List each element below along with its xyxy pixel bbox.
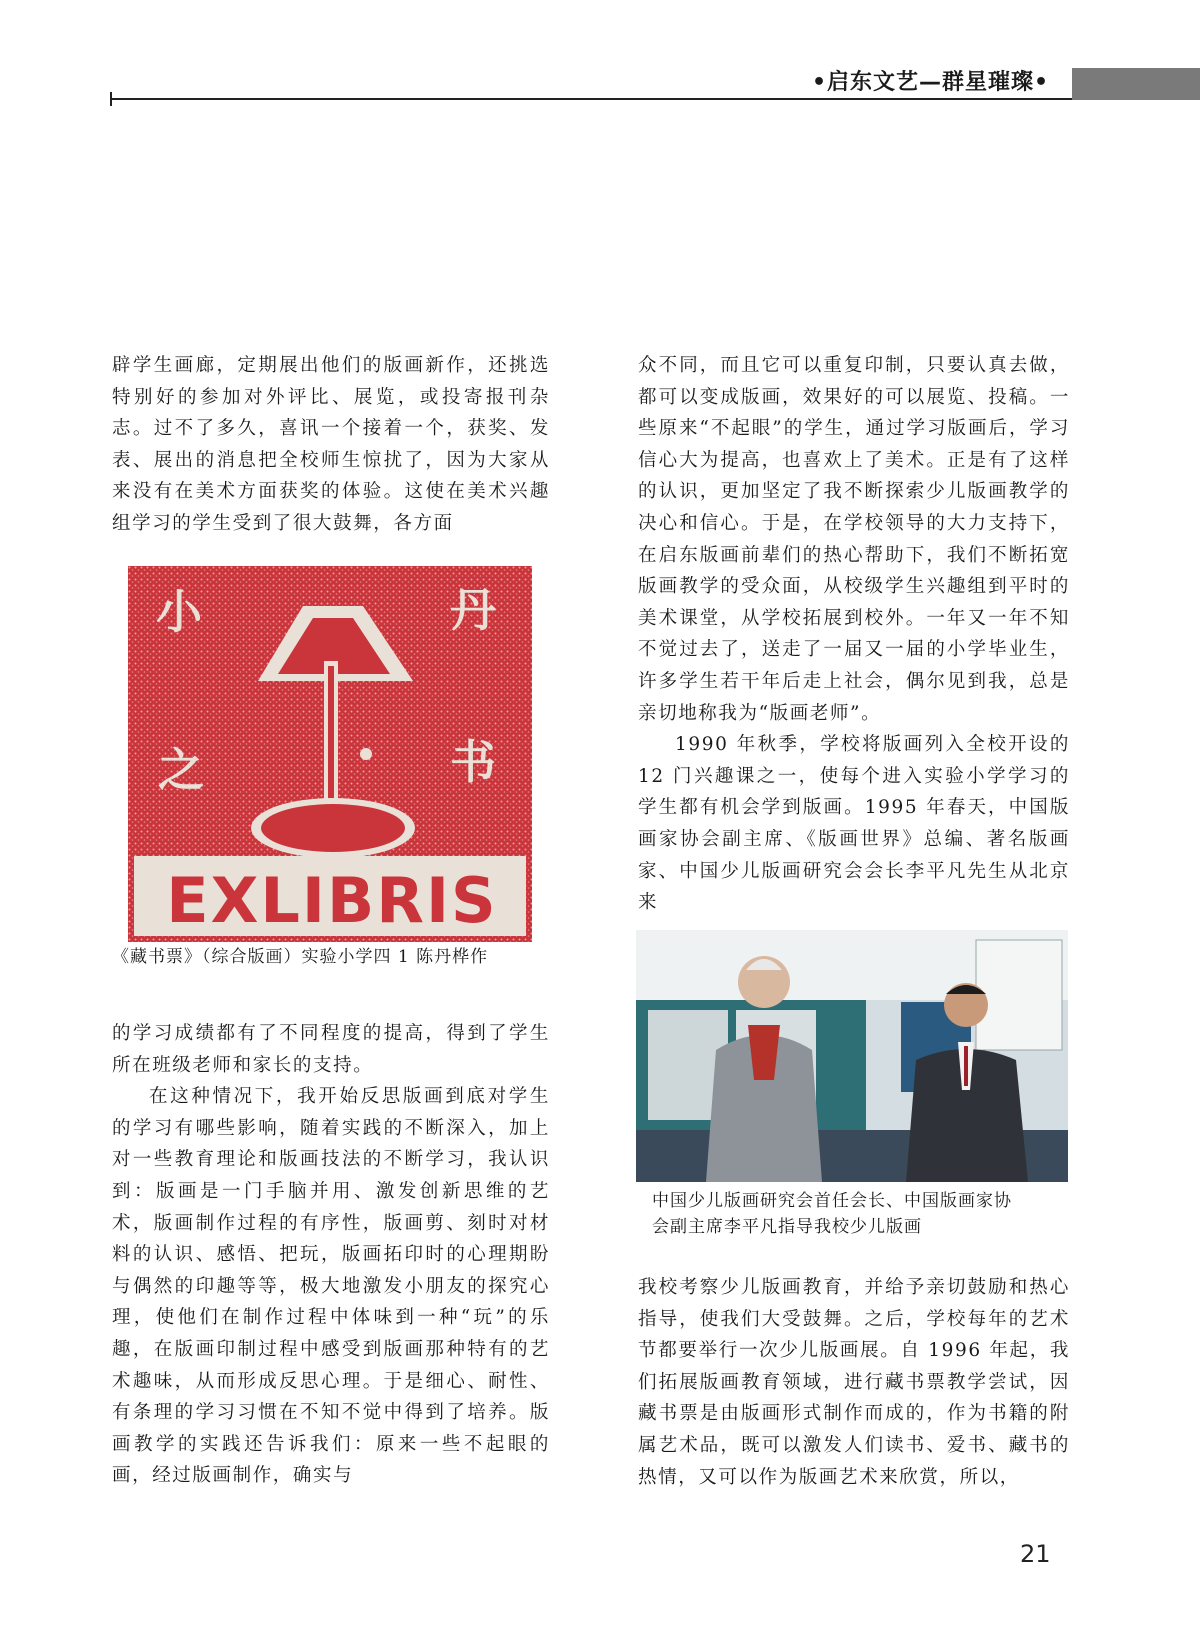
bookplate-char-2: 丹 bbox=[450, 583, 496, 637]
header-gray-bar bbox=[1072, 68, 1200, 100]
right-column-top bbox=[638, 350, 1070, 919]
figure1-caption: 《藏书票》（综合版画）实验小学四 1 陈丹桦作 bbox=[112, 947, 489, 967]
left-column-bottom bbox=[112, 1018, 550, 1492]
bookplate-print-image bbox=[128, 566, 532, 942]
figure2-caption bbox=[652, 1188, 1072, 1240]
paragraph: 1990 年秋季，学校将版画列入全校开设的 12 门兴趣课之一，使每个进入实验小学学习的学生都有机会学到版画。1995 年春天，中国版画家协会副主席、《版画世界》总编、著名版画家、中国少儿版画研究会会长李平凡先生从北京来 bbox=[638, 734, 1070, 914]
bookplate-char-4: 书 bbox=[450, 735, 496, 789]
figure2-caption-line: 中国少儿版画研究会首任会长、中国版画家协 bbox=[652, 1191, 1012, 1211]
right-column-bottom bbox=[638, 1272, 1070, 1493]
paragraph: 辟学生画廊，定期展出他们的版画新作，还挑选特别好的参加对外评比、展览，或投寄报刊杂志。过不了多久，喜讯一个接着一个，获奖、发表、展出的消息把全校师生惊扰了，因为大家从来没有在美术方面获奖的体验。这使在美术兴趣组学习的学生受到了很大鼓舞，各方面 bbox=[112, 355, 550, 534]
paragraph: 我校考察少儿版画教育，并给予亲切鼓励和热心指导，使我们大受鼓舞。之后，学校每年的艺术节都要举行一次少儿版画展。自 1996 年起，我们拓展版画教育领域，进行藏书票教学尝试，因藏书票是由版画形式制作而成的，作为书籍的附属艺术品，既可以激发人们读书、爱书、藏书的热情，又可以作为版画艺术来欣赏，所以， bbox=[638, 1277, 1070, 1488]
bookplate-char-3: 之 bbox=[158, 743, 204, 797]
paragraph: 的学习成绩都有了不同程度的提高，得到了学生所在班级老师和家长的支持。 bbox=[112, 1023, 550, 1076]
header-title: •启东文艺—群星璀璨• bbox=[812, 70, 1050, 95]
bookplate-char-1: 小 bbox=[156, 585, 202, 639]
left-column-top bbox=[112, 350, 550, 540]
page-number: 21 bbox=[1020, 1540, 1051, 1568]
photo-artwork bbox=[636, 930, 1068, 1182]
figure2-caption-line: 会副主席李平凡指导我校少儿版画 bbox=[652, 1217, 922, 1237]
running-header bbox=[0, 68, 1200, 104]
header-rule bbox=[112, 98, 1072, 100]
paragraph: 在这种情况下，我开始反思版画到底对学生的学习有哪些影响，随着实践的不断深入，加上对一些教育理论和版画技法的不断学习，我认识到：版画是一门手脑并用、激发创新思维的艺术，版画制作过程的有序性，版画剪、刻时对材料的认识、感悟、把玩，版画拓印时的心理期盼与偶然的印趣等等，极大地激发小朋友的探究心理，使他们在制作过程中体味到一种“玩”的乐趣，在版画印制过程中感受到版画那种特有的艺术趣味，从而形成反思心理。于是细心、耐性、有条理的学习习惯在不知不觉中得到了培养。版画教学的实践还告诉我们：原来一些不起眼的画，经过版画制作，确实与 bbox=[112, 1086, 550, 1487]
paragraph: 众不同，而且它可以重复印制，只要认真去做，都可以变成版画，效果好的可以展览、投稿。一些原来“不起眼”的学生，通过学习版画后，学习信心大为提高，也喜欢上了美术。正是有了这样的认识，更加坚定了我不断探索少儿版画教学的决心和信心。于是，在学校领导的大力支持下，在启东版画前辈们的热心帮助下，我们不断拓宽版画教学的受众面，从校级学生兴趣组到平时的美术课堂，从学校拓展到校外。一年又一年不知不觉过去了，送走了一届又一届的小学毕业生，许多学生若干年后走上社会，偶尔见到我，总是亲切地称我为“版画老师”。 bbox=[638, 355, 1070, 724]
bookplate-exlibris-banner: EXLIBRIS bbox=[166, 864, 498, 937]
photo-two-men-image bbox=[636, 930, 1068, 1182]
